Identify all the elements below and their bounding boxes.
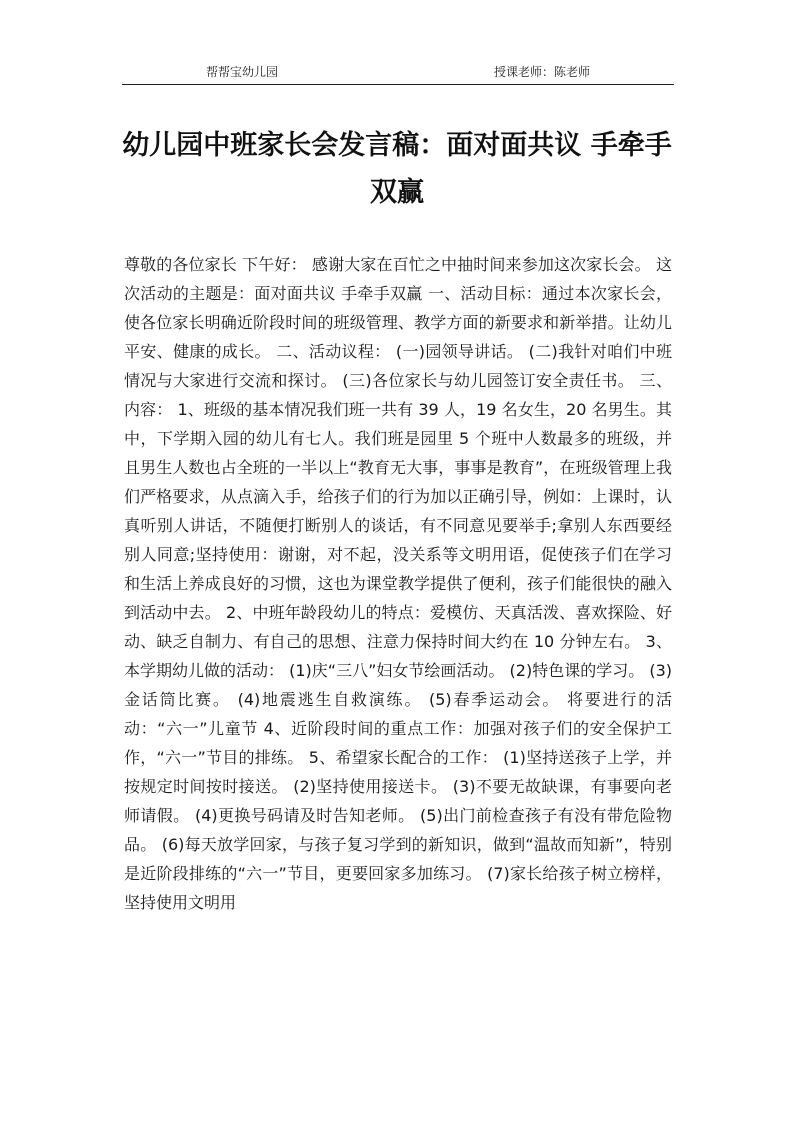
body-paragraph: 尊敬的各位家长 下午好： 感谢大家在百忙之中抽时间来参加这次家长会。 这次活动的主题是：面对面共议 手牵手双赢 一、活动目标：通过本次家长会，使各位家长明确近阶段时间的班级管理、教学方面的新要求和新举措。让幼儿平安、健康的成长。 二、活动议程： (一)园领导讲话。 (二)我针对咱们中班情况与大家进行交流和探讨。 (三)各位家长与幼儿园签订安全责任书。 三、内容： 1、班级的基本情况我们班一共有 39 人，19 名女生，20 名男生。其中，下学期入园的幼儿有七人。我们班是园里 5 个班中人数最多的班级，并且男生人数也占全班的一半以上“教育无大事，事事是教育”，在班级管理上我们严格要求，从点滴入手，给孩子们的行为加以正确引导，例如：上课时，认真听别人讲话，不随便打断别人的谈话，有不同意见要举手;拿别人东西要经别人同意;坚持使用：谢谢，对不起，没关系等文明用语，促使孩子们在学习和生活上养成良好的习惯，这也为课堂教学提供了便利，孩子们能很快的融入到活动中去。 2、中班年龄段幼儿的特点：爱模仿、天真活泼、喜欢探险、好动、缺乏自制力、有自己的思想、注意力保持时间大约在 10 分钟左右。 3、本学期幼儿做的活动： (1)庆“三八”妇女节绘画活动。 (2)特色课的学习。 (3)金话筒比赛。 (4)地震逃生自救演练。 (5)春季运动会。 将要进行的活动：“六一”儿童节 4、近阶段时间的重点工作：加强对孩子们的安全保护工作，“六一”节目的排练。 5、希望家长配合的工作： (1)坚持送孩子上学，并按规定时间按时接送。 (2)坚持使用接送卡。 (3)不要无故缺课，有事要向老师请假。 (4)更换号码请及时告知老师。 (5)出门前检查孩子有没有带危险物品。 (6)每天放学回家，与孩子复习学到的新知识，做到“温故而知新”，特别是近阶段排练的“六一”节目，更要回家多加练习。 (7)家长给孩子树立榜样，坚持使用文明用 (124, 255, 672, 912)
header-teacher: 授课老师：陈老师 (494, 65, 591, 79)
header-school-name: 帮帮宝幼儿园 (206, 65, 279, 79)
document-title: 幼儿园中班家长会发言稿：面对面共议 手牵手双赢 (122, 130, 672, 208)
page-header (122, 60, 674, 85)
